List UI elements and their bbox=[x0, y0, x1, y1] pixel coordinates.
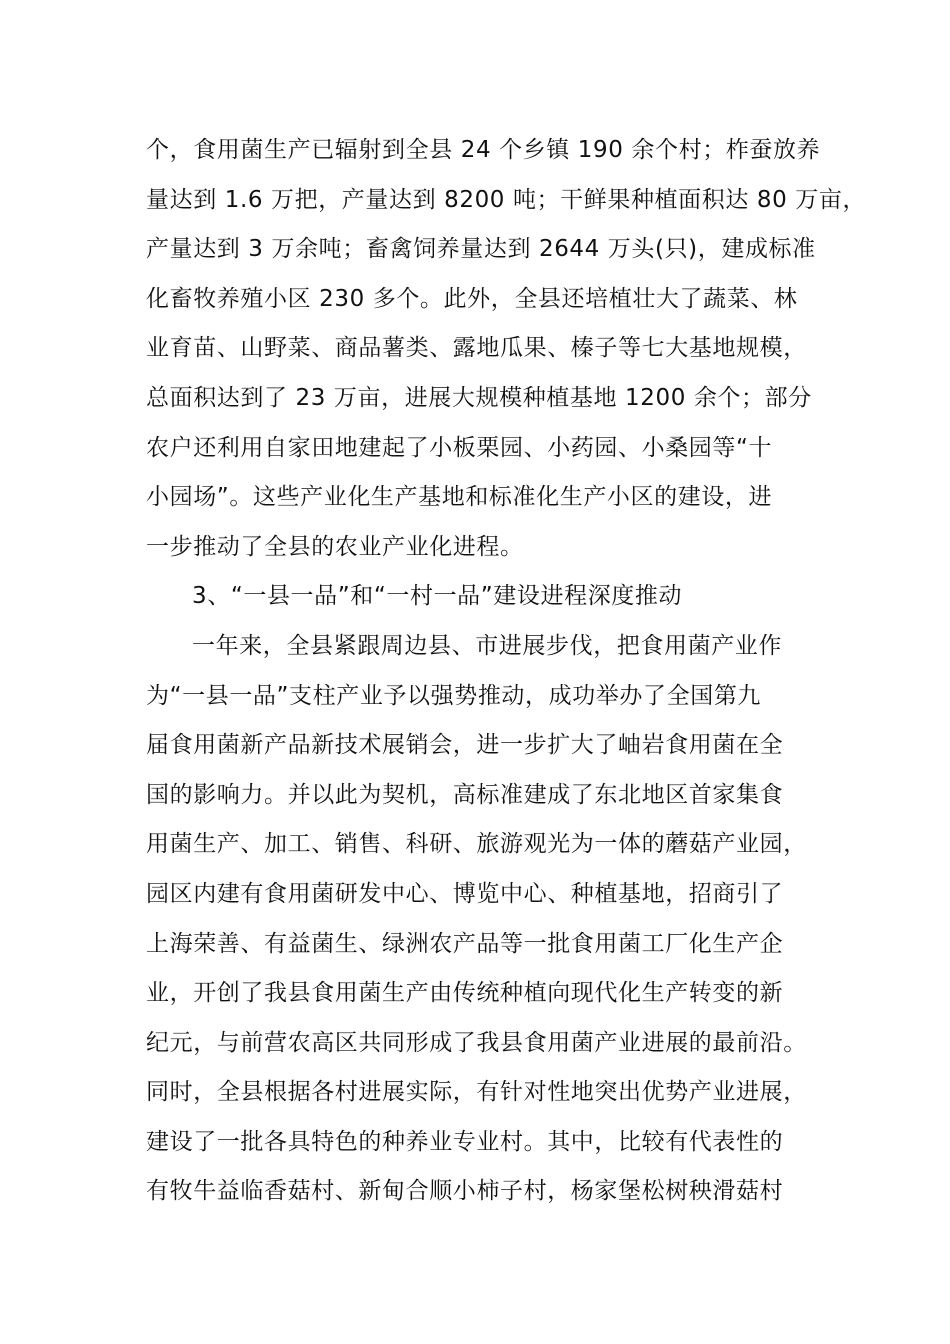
document-body bbox=[146, 126, 867, 1217]
section-heading: 3、“一县一品”和“一村一品”建设进程深度推动 bbox=[192, 583, 683, 610]
paragraph-line: 同时，全县根据各村进展实际，有针对性地突出优势产业进展， bbox=[146, 1079, 807, 1106]
paragraph-line: 为“一县一品”支柱产业予以强势推动，成功举办了全国第九 bbox=[146, 682, 762, 709]
body-line: 化畜牧养殖小区 230 多个。此外，全县还培植壮大了蔬菜、林 bbox=[146, 285, 798, 312]
body-line: 产量达到 3 万余吨；畜禽饲养量达到 2644 万头(只)，建成标准 bbox=[146, 236, 816, 263]
body-line: 一步推动了全县的农业产业化进程。 bbox=[146, 533, 524, 560]
paragraph-line: 业，开创了我县食用菌生产由传统种植向现代化生产转变的新 bbox=[146, 980, 784, 1007]
paragraph-line: 纪元，与前营农高区共同形成了我县食用菌产业进展的最前沿。 bbox=[146, 1029, 807, 1056]
paragraph-line: 国的影响力。并以此为契机，高标准建成了东北地区首家集食 bbox=[146, 781, 784, 808]
paragraph-line: 届食用菌新产品新技术展销会，进一步扩大了岫岩食用菌在全 bbox=[146, 732, 784, 759]
paragraph-line: 建设了一批各具特色的种养业专业村。其中，比较有代表性的 bbox=[146, 1128, 784, 1155]
paragraph-line: 用菌生产、加工、销售、科研、旅游观光为一体的蘑菇产业园， bbox=[146, 831, 807, 858]
body-line: 小园场”。这些产业化生产基地和标准化生产小区的建设，进 bbox=[146, 484, 773, 511]
paragraph-line: 上海荣善、有益菌生、绿洲农产品等一批食用菌工厂化生产企 bbox=[146, 930, 784, 957]
body-line: 业育苗、山野菜、商品薯类、露地瓜果、榛子等七大基地规模， bbox=[146, 335, 807, 362]
paragraph-first-line: 一年来，全县紧跟周边县、市进展步伐，把食用菌产业作 bbox=[192, 632, 782, 659]
body-line: 个，食用菌生产已辐射到全县 24 个乡镇 190 余个村；柞蚕放养 bbox=[146, 137, 821, 163]
body-line: 量达到 1.6 万把，产量达到 8200 吨；干鲜果种植面积达 80 万亩， bbox=[146, 186, 867, 213]
body-line: 农户还利用自家田地建起了小板栗园、小药园、小桑园等“十 bbox=[146, 434, 773, 461]
paragraph-line: 园区内建有食用菌研发中心、博览中心、种植基地，招商引了 bbox=[146, 880, 784, 907]
body-line: 总面积达到了 23 万亩，进展大规模种植基地 1200 余个；部分 bbox=[146, 384, 812, 411]
paragraph-line: 有牧牛益临香菇村、新甸合顺小柿子村，杨家堡松树秧滑菇村 bbox=[146, 1178, 784, 1205]
